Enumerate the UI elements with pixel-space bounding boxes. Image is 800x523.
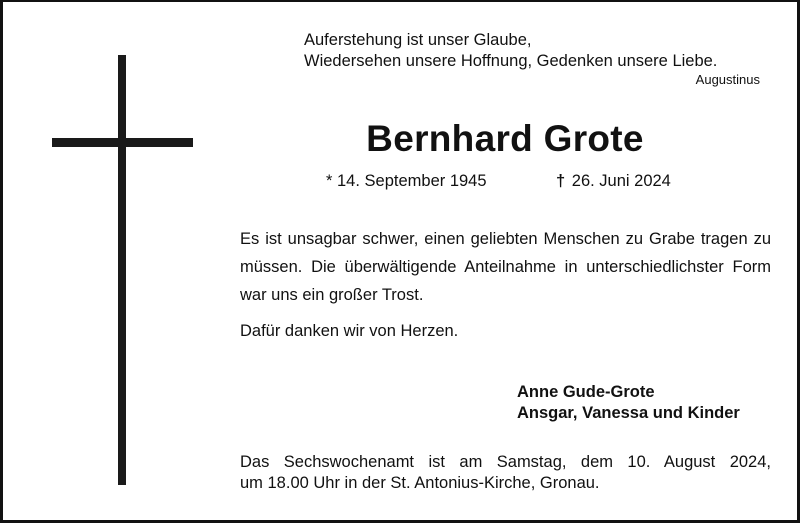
dagger-icon: † (556, 172, 566, 190)
cross-horizontal-beam (52, 138, 193, 147)
quote (304, 30, 774, 72)
death-date: 26. Juni 2024 (571, 172, 671, 190)
service-line-1: Das Sechswochenamt ist am Samstag, dem 10. August 2024, (240, 453, 771, 471)
quote-author: Augustinus (695, 72, 760, 87)
cross-vertical-beam (118, 55, 126, 485)
message-paragraph: Es ist unsagbar schwer, einen geliebten Menschen zu Grabe tragen zu müssen. Die überwältigende Anteilnahme in unterschiedlichster Form war uns ein großer Trost. (240, 230, 771, 304)
thanks-text: Dafür danken wir von Herzen. (240, 322, 459, 340)
quote-line-2: Wiedersehen unsere Hoffnung, Gedenken unsere Liebe. (304, 52, 718, 70)
birth-date: * 14. September 1945 (326, 172, 487, 190)
signatures (517, 382, 740, 424)
signature-line-2: Ansgar, Vanessa und Kinder (517, 404, 740, 422)
service-line-2: um 18.00 Uhr in der St. Antonius-Kirche, Gronau. (240, 474, 600, 492)
quote-line-1: Auferstehung ist unser Glaube, (304, 31, 532, 49)
service-announcement (240, 452, 771, 494)
deceased-name: Bernhard Grote (366, 118, 644, 159)
signature-line-1: Anne Gude-Grote (517, 383, 655, 401)
death-date-line (556, 172, 671, 191)
